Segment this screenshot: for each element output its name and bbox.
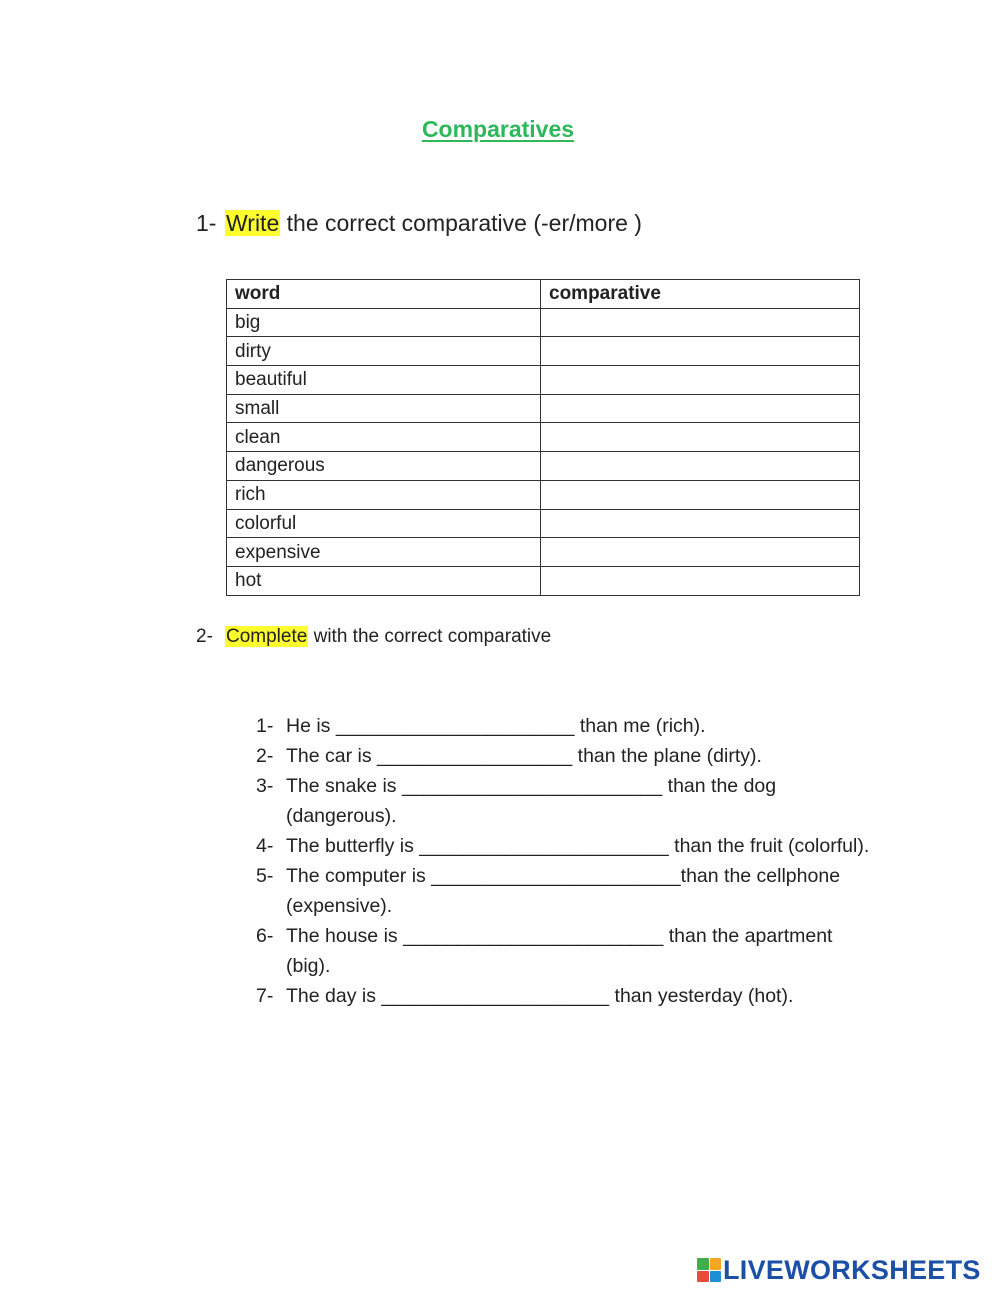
table-row — [227, 394, 860, 423]
sentence-number: 4- — [256, 835, 274, 857]
table-row — [227, 538, 860, 567]
section-2-heading — [196, 626, 551, 648]
comparative-answer-cell[interactable] — [541, 509, 860, 538]
sentence-number: 6- — [256, 925, 274, 947]
sentence-text[interactable]: He is ______________________ than me (rich). — [286, 715, 706, 737]
section-1-instruction: the correct comparative (-er/more ) — [280, 210, 642, 236]
word-cell: colorful — [227, 509, 541, 538]
table-header-row — [227, 280, 860, 309]
section-1-highlight: Write — [226, 210, 280, 236]
logo-square-red — [697, 1271, 709, 1283]
logo-text: LIVEWORKSHEETS — [723, 1254, 981, 1285]
word-cell: big — [227, 308, 541, 337]
logo-square-green — [697, 1258, 709, 1270]
sentence-list — [256, 711, 876, 1011]
sentence-text[interactable]: The computer is _______________________than the cellphone (expensive). — [286, 865, 841, 917]
sentence-text[interactable]: The snake is ________________________ than the dog (dangerous). — [286, 775, 777, 827]
table-row — [227, 452, 860, 481]
sentence-number: 5- — [256, 865, 274, 887]
word-cell: clean — [227, 423, 541, 452]
sentence-number: 1- — [256, 715, 274, 737]
table-row — [227, 337, 860, 366]
list-item — [256, 861, 876, 921]
section-2-number: 2- — [196, 626, 213, 647]
comparative-answer-cell[interactable] — [541, 566, 860, 595]
logo-square-orange — [710, 1258, 722, 1270]
word-cell: small — [227, 394, 541, 423]
word-cell: expensive — [227, 538, 541, 567]
section-1-number: 1- — [196, 210, 217, 236]
sentence-text[interactable]: The butterfly is _______________________ than the fruit (colorful). — [286, 835, 870, 857]
word-cell: dirty — [227, 337, 541, 366]
section-2-instruction: with the correct comparative — [308, 626, 552, 647]
word-cell: hot — [227, 566, 541, 595]
liveworksheets-logo-icon — [697, 1258, 721, 1282]
sentence-text[interactable]: The day is _____________________ than yesterday (hot). — [286, 985, 794, 1007]
list-item — [256, 711, 876, 741]
list-item — [256, 741, 876, 771]
table-row — [227, 480, 860, 509]
table-row — [227, 509, 860, 538]
column-header-word: word — [227, 280, 541, 309]
comparatives-table — [226, 279, 860, 596]
table-row — [227, 366, 860, 395]
section-2-highlight: Complete — [226, 626, 308, 647]
list-item — [256, 771, 876, 831]
worksheet-title: Comparatives — [421, 116, 575, 142]
word-cell: beautiful — [227, 366, 541, 395]
comparative-answer-cell[interactable] — [541, 480, 860, 509]
sentence-number: 7- — [256, 985, 274, 1007]
comparative-answer-cell[interactable] — [541, 452, 860, 481]
comparative-answer-cell[interactable] — [541, 538, 860, 567]
comparative-answer-cell[interactable] — [541, 366, 860, 395]
sentence-number: 3- — [256, 775, 274, 797]
sentence-text[interactable]: The house is ________________________ than the apartment (big). — [286, 925, 833, 977]
comparative-answer-cell[interactable] — [541, 394, 860, 423]
sentence-text[interactable]: The car is __________________ than the plane (dirty). — [286, 745, 762, 767]
column-header-comparative: comparative — [541, 280, 860, 309]
table-row — [227, 423, 860, 452]
list-item — [256, 921, 876, 981]
table-row — [227, 308, 860, 337]
list-item — [256, 831, 876, 861]
comparative-answer-cell[interactable] — [541, 337, 860, 366]
section-1-heading — [196, 210, 642, 237]
list-item — [256, 981, 876, 1011]
word-cell: rich — [227, 480, 541, 509]
liveworksheets-logo — [697, 1255, 981, 1285]
comparative-answer-cell[interactable] — [541, 308, 860, 337]
word-cell: dangerous — [227, 452, 541, 481]
table-row — [227, 566, 860, 595]
sentence-number: 2- — [256, 745, 274, 767]
comparative-answer-cell[interactable] — [541, 423, 860, 452]
logo-square-blue — [710, 1271, 722, 1283]
